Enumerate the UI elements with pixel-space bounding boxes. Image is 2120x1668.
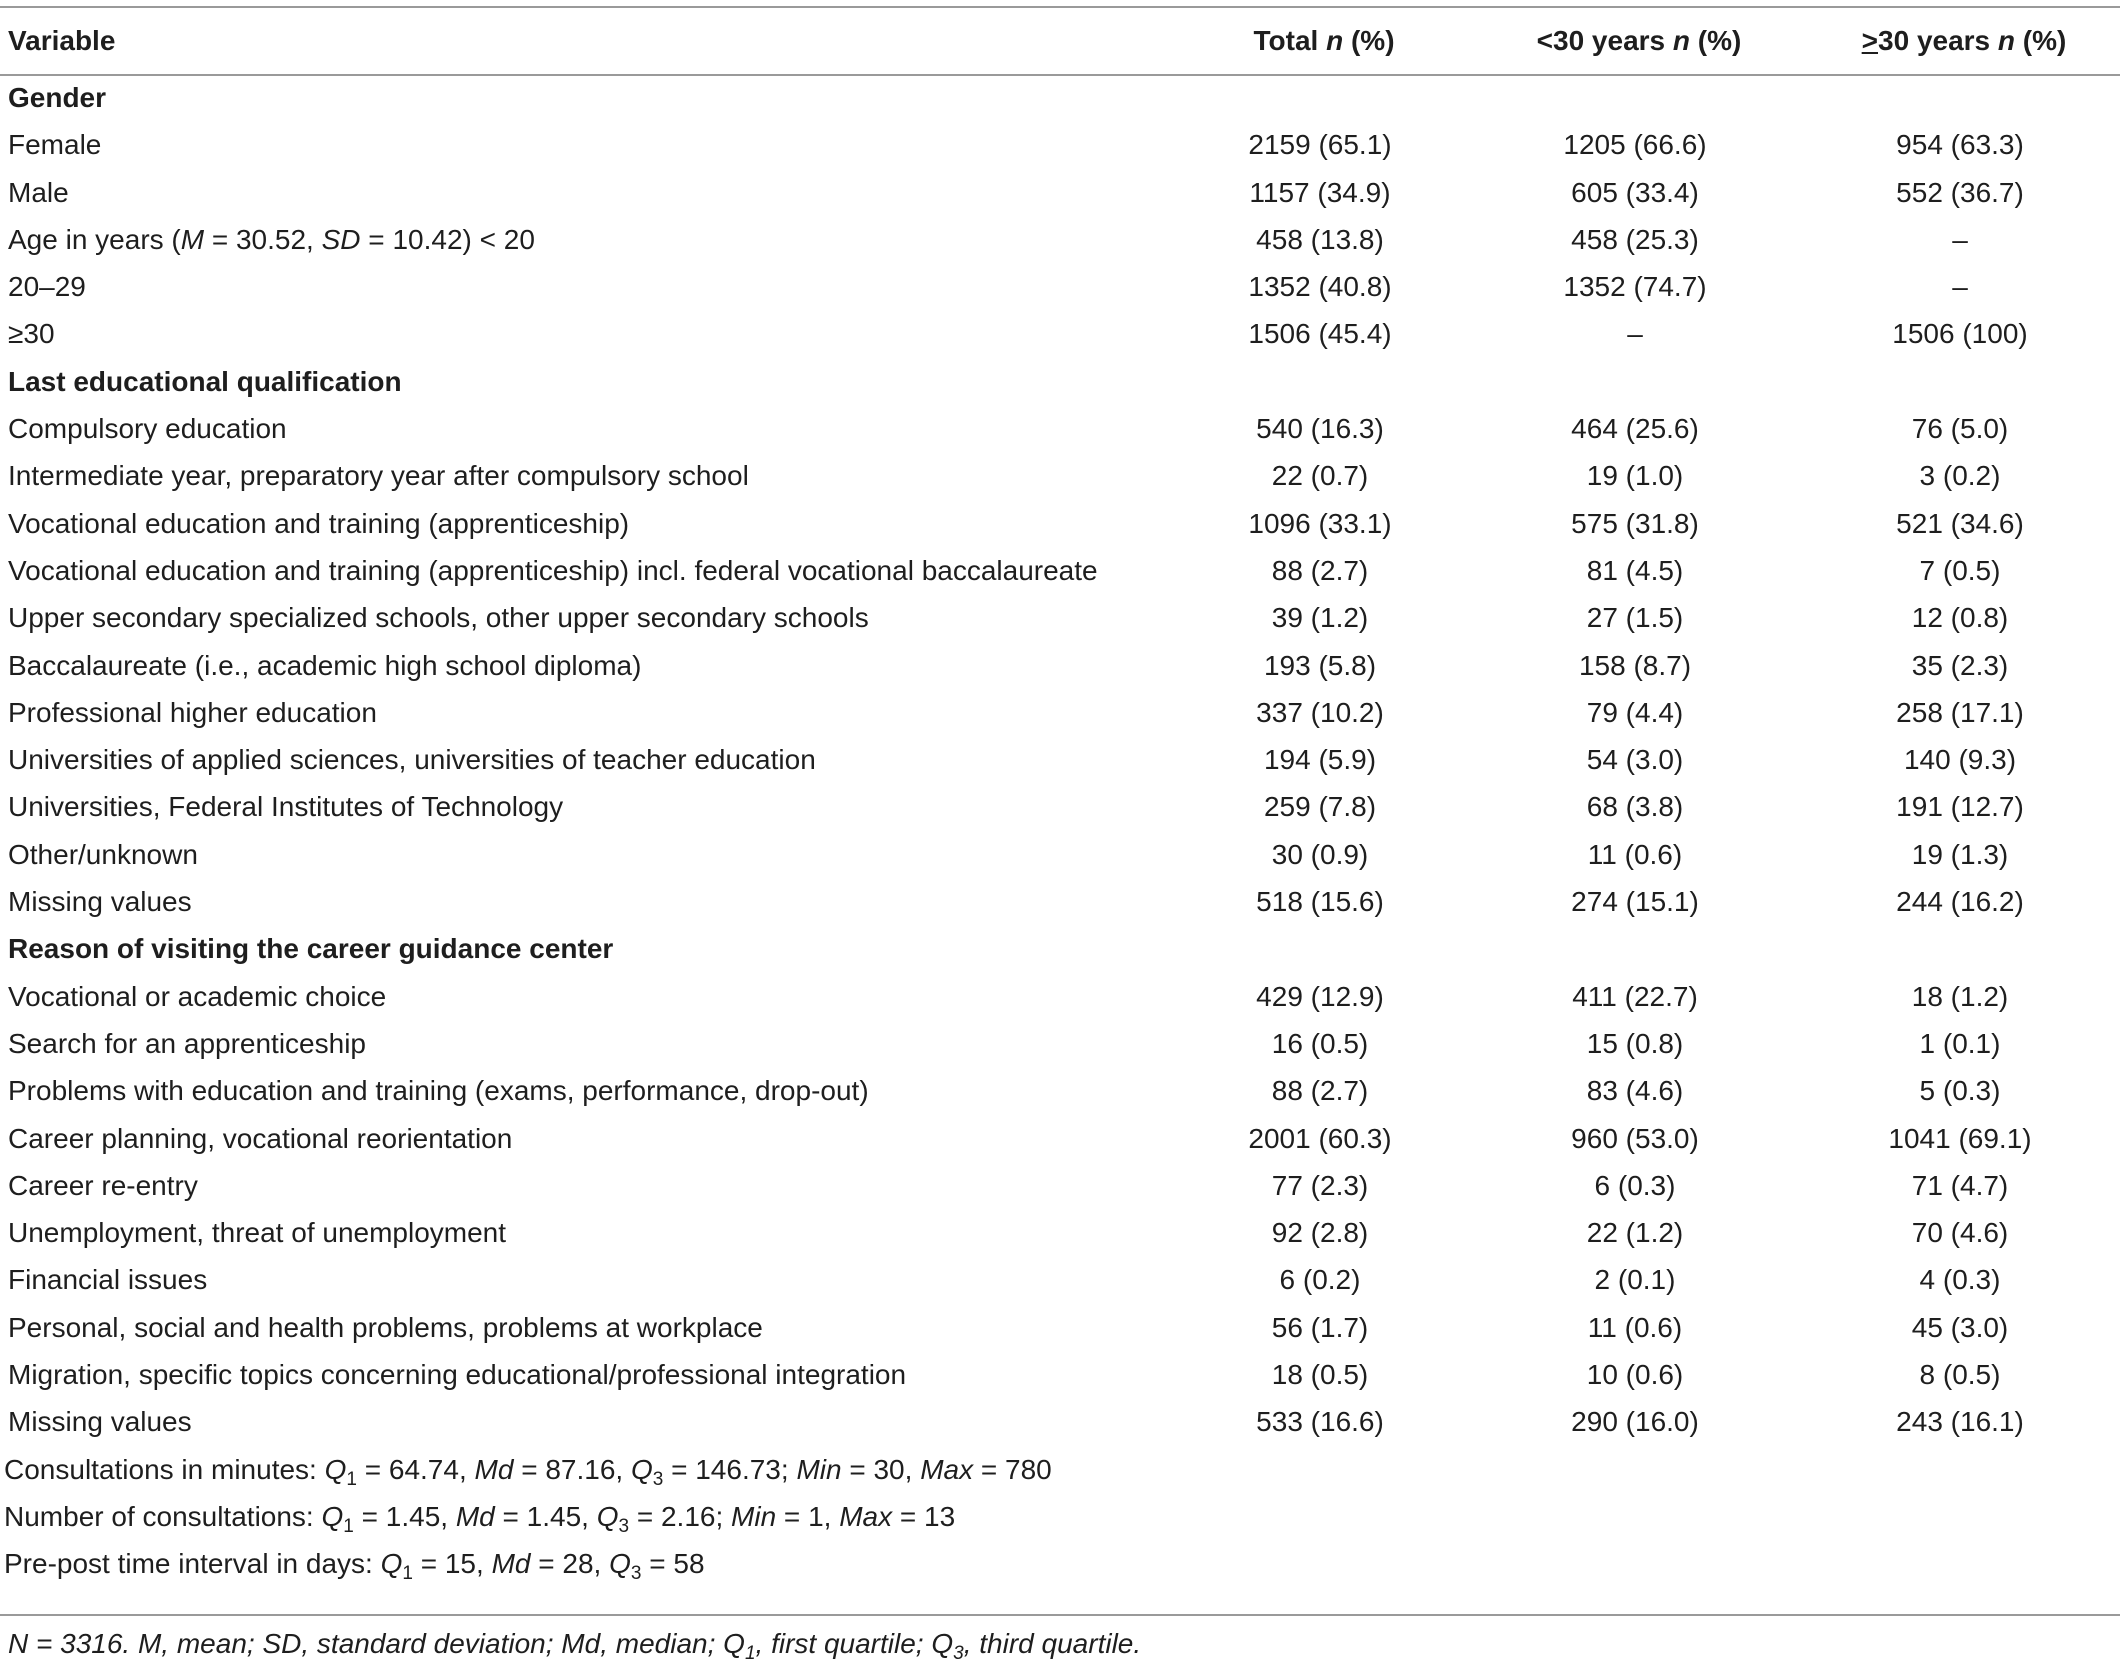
section-row: [0, 925, 2120, 972]
cell-under30: 27 (1.5): [1586, 602, 1684, 634]
cell-total: 22 (0.7): [1271, 460, 1369, 492]
col-header-total: Total n (%): [1253, 25, 1395, 56]
row-label: Other/unknown: [8, 838, 198, 870]
cell-under30: 960 (53.0): [1571, 1122, 1699, 1154]
table-row: [0, 1209, 2120, 1256]
cell-total: 30 (0.9): [1271, 838, 1369, 870]
table-row: [0, 594, 2120, 641]
cell-total: 1157 (34.9): [1249, 176, 1391, 208]
col-header-variable: Variable: [8, 25, 116, 56]
cell-over30: 35 (2.3): [1911, 649, 2009, 681]
demographics-table: [0, 8, 2120, 1588]
cell-under30: 1205 (66.6): [1563, 129, 1707, 161]
cell-over30: 8 (0.5): [1919, 1359, 2001, 1391]
cell-total: 193 (5.8): [1263, 649, 1377, 681]
row-label: Vocational education and training (apprenticeship) incl. federal vocational baccalaureate: [8, 554, 1098, 586]
section-row: [0, 74, 2120, 121]
row-label: Financial issues: [8, 1264, 208, 1296]
table-row: [0, 642, 2120, 689]
table-row: [0, 169, 2120, 216]
cell-under30: 290 (16.0): [1571, 1406, 1699, 1438]
row-label: Career planning, vocational reorientation: [8, 1122, 513, 1154]
row-label: Personal, social and health problems, problems at workplace: [8, 1311, 763, 1343]
section-education: Last educational qualification: [8, 365, 402, 397]
cell-total: 6 (0.2): [1279, 1264, 1361, 1296]
cell-under30: 575 (31.8): [1571, 507, 1699, 539]
cell-over30: 3 (0.2): [1919, 460, 2001, 492]
table-row: [0, 1351, 2120, 1398]
table-row: [0, 736, 2120, 783]
stat-row: [0, 1493, 2120, 1540]
cell-over30: 71 (4.7): [1911, 1169, 2009, 1201]
table-row: [0, 689, 2120, 736]
row-label: Universities, Federal Institutes of Technology: [8, 791, 564, 823]
table-row: [0, 831, 2120, 878]
cell-total: 16 (0.5): [1271, 1027, 1369, 1059]
row-label: Universities of applied sciences, universities of teacher education: [8, 744, 816, 776]
cell-total: 337 (10.2): [1256, 696, 1384, 728]
cell-total: 77 (2.3): [1271, 1169, 1369, 1201]
cell-under30: 68 (3.8): [1586, 791, 1684, 823]
table-row: [0, 1067, 2120, 1114]
table-row: [0, 547, 2120, 594]
cell-under30: 411 (22.7): [1572, 980, 1698, 1012]
row-label: Baccalaureate (i.e., academic high school diploma): [8, 649, 642, 681]
row-label: Female: [8, 129, 102, 161]
row-label: 20–29: [8, 271, 86, 303]
cell-under30: 54 (3.0): [1586, 744, 1684, 776]
cell-total: 56 (1.7): [1271, 1311, 1369, 1343]
cell-total: 458 (13.8): [1256, 223, 1384, 255]
cell-under30: 19 (1.0): [1586, 460, 1684, 492]
cell-over30: 954 (63.3): [1896, 129, 2024, 161]
cell-total: 259 (7.8): [1263, 791, 1377, 823]
cell-total: 1352 (40.8): [1248, 271, 1392, 303]
table-row: [0, 263, 2120, 310]
cell-under30: 2 (0.1): [1594, 1264, 1676, 1296]
table-row: [0, 973, 2120, 1020]
table-row: [0, 405, 2120, 452]
cell-under30: 6 (0.3): [1594, 1169, 1676, 1201]
cell-over30: 19 (1.3): [1911, 838, 2009, 870]
section-reason: Reason of visiting the career guidance center: [8, 933, 614, 965]
cell-total: 92 (2.8): [1271, 1217, 1369, 1249]
row-label-age: Age in years (M = 30.52, SD = 10.42) < 20: [8, 223, 535, 255]
table-row: [0, 310, 2120, 357]
cell-total: 88 (2.7): [1271, 1075, 1369, 1107]
pre-post-interval-stats: Pre-post time interval in days: $Q_1 = 15$, Md = 28, $Q_3 = 58$: [4, 1548, 705, 1585]
cell-total: 533 (16.6): [1256, 1406, 1384, 1438]
row-label: Vocational education and training (apprenticeship): [8, 507, 630, 539]
row-label: Compulsory education: [8, 413, 287, 445]
cell-over30: 521 (34.6): [1896, 507, 2024, 539]
cell-total: 88 (2.7): [1271, 554, 1369, 586]
cell-under30: 22 (1.2): [1586, 1217, 1684, 1249]
cell-over30: 12 (0.8): [1911, 602, 2009, 634]
cell-over30: 45 (3.0): [1911, 1311, 2009, 1343]
cell-over30: –: [1952, 271, 1968, 303]
cell-under30: –: [1627, 318, 1643, 350]
header-row: [0, 8, 2120, 74]
table-row: [0, 1020, 2120, 1067]
row-label: Career re-entry: [8, 1169, 198, 1201]
table-row: [0, 783, 2120, 830]
row-label: Upper secondary specialized schools, other upper secondary schools: [8, 602, 869, 634]
cell-under30: 1352 (74.7): [1563, 271, 1707, 303]
cell-under30: 10 (0.6): [1586, 1359, 1684, 1391]
table-row: [0, 1162, 2120, 1209]
row-label: Migration, specific topics concerning educational/professional integration: [8, 1359, 907, 1391]
cell-under30: 11 (0.6): [1587, 838, 1683, 870]
row-label: Vocational or academic choice: [8, 980, 387, 1012]
cell-over30: 4 (0.3): [1919, 1264, 2001, 1296]
cell-under30: 274 (15.1): [1571, 886, 1699, 918]
row-label: Professional higher education: [8, 696, 377, 728]
cell-over30: 5 (0.3): [1919, 1075, 2001, 1107]
number-of-consultations-stats: Number of consultations: $Q_1 = 1.45$, Md = 1.45, $Q_3 = 2.16$; Min = 1, Max = 13: [4, 1500, 956, 1537]
section-gender: Gender: [8, 82, 107, 113]
cell-under30: 15 (0.8): [1586, 1027, 1684, 1059]
cell-total: 540 (16.3): [1256, 413, 1384, 445]
cell-over30: 258 (17.1): [1896, 696, 2024, 728]
row-label: Male: [8, 176, 69, 208]
row-label: Missing values: [8, 886, 192, 918]
cell-under30: 464 (25.6): [1571, 413, 1699, 445]
col-header-over30: >30 years n (%): [1861, 25, 2067, 56]
table-row: [0, 878, 2120, 925]
table-row: [0, 500, 2120, 547]
table-row: [0, 452, 2120, 499]
cell-over30: 191 (12.7): [1896, 791, 2024, 823]
col-header-under30: <30 years n (%): [1536, 25, 1742, 56]
cell-under30: 11 (0.6): [1587, 1311, 1683, 1343]
row-label: ≥30: [8, 318, 55, 350]
cell-over30: 18 (1.2): [1911, 980, 2009, 1012]
cell-total: 18 (0.5): [1271, 1359, 1369, 1391]
cell-under30: 81 (4.5): [1586, 554, 1684, 586]
row-label: Missing values: [8, 1406, 192, 1438]
bottom-rule: [0, 1614, 2120, 1616]
cell-over30: 1506 (100): [1892, 318, 2028, 350]
cell-over30: 7 (0.5): [1919, 554, 2001, 586]
cell-total: 1096 (33.1): [1248, 507, 1392, 539]
table-row: [0, 121, 2120, 168]
cell-under30: 458 (25.3): [1571, 223, 1699, 255]
cell-over30: 244 (16.2): [1896, 886, 2024, 918]
cell-under30: 158 (8.7): [1578, 649, 1692, 681]
stat-row: [0, 1540, 2120, 1587]
stat-row: [0, 1446, 2120, 1493]
cell-total: 518 (15.6): [1256, 886, 1384, 918]
table-row: [0, 1256, 2120, 1303]
table-row: [0, 1115, 2120, 1162]
table-row: [0, 1304, 2120, 1351]
section-row: [0, 358, 2120, 405]
table-footnote: N = 3316. M, mean; SD, standard deviation; Md, median; $Q_1$, first quartile; $Q_3$, third quartile.: [8, 1628, 1142, 1664]
cell-total: 194 (5.9): [1263, 744, 1377, 776]
cell-over30: 70 (4.6): [1911, 1217, 2009, 1249]
cell-over30: 140 (9.3): [1903, 744, 2017, 776]
row-label: Intermediate year, preparatory year after compulsory school: [8, 460, 749, 492]
cell-over30: 76 (5.0): [1911, 413, 2009, 445]
cell-total: 2159 (65.1): [1248, 129, 1392, 161]
cell-over30: 243 (16.1): [1896, 1406, 2024, 1438]
cell-total: 1506 (45.4): [1248, 318, 1392, 350]
cell-under30: 79 (4.4): [1586, 696, 1684, 728]
table-row: [0, 1398, 2120, 1445]
cell-over30: –: [1952, 223, 1968, 255]
row-label: Problems with education and training (exams, performance, drop-out): [8, 1075, 869, 1107]
cell-under30: 605 (33.4): [1571, 176, 1699, 208]
cell-total: 429 (12.9): [1256, 980, 1384, 1012]
consultation-minutes-stats: Consultations in minutes: $Q_1 = 64.74$, Md = 87.16, $Q_3 = 146.73$; Min = 30, Max = 780: [4, 1453, 1052, 1490]
row-label: Search for an apprenticeship: [8, 1027, 366, 1059]
cell-over30: 1041 (69.1): [1888, 1122, 2032, 1154]
cell-under30: 83 (4.6): [1586, 1075, 1684, 1107]
cell-total: 39 (1.2): [1271, 602, 1369, 634]
cell-over30: 552 (36.7): [1896, 176, 2024, 208]
table-row: [0, 216, 2120, 263]
cell-total: 2001 (60.3): [1248, 1122, 1392, 1154]
row-label: Unemployment, threat of unemployment: [8, 1217, 507, 1249]
cell-over30: 1 (0.1): [1919, 1027, 2001, 1059]
